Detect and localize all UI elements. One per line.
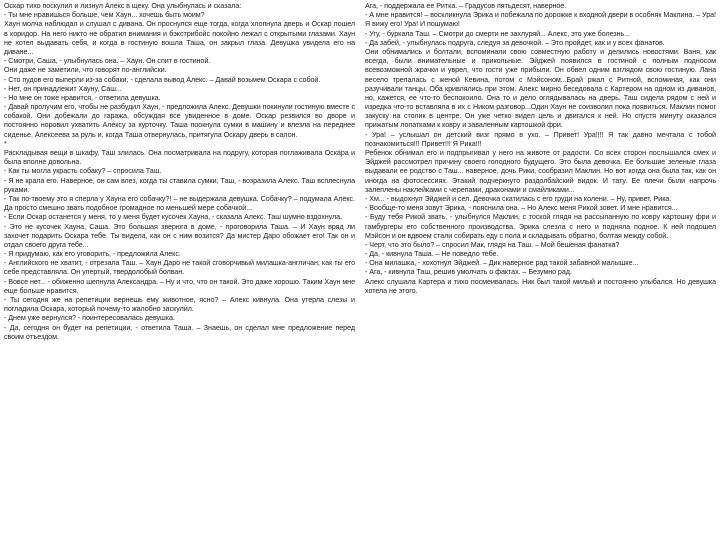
paragraph: - Ага, - кивнула Таш, решив умолчать о фактах. – Безумно рад. bbox=[365, 268, 572, 277]
right-text-column bbox=[365, 2, 716, 540]
paragraph: Раскладывая вещи в шкафу, Таш злилась. Она посматривала на подругу, которая поглаживала Оскара и была вполне довольна. bbox=[4, 149, 355, 167]
paragraph: - Но мне он тоже нравится, - ответила девушка. bbox=[4, 93, 161, 102]
paragraph: Оскар тихо поскулил и лизнул Алекс в щеку. Она улыбнулась и сказала: bbox=[4, 2, 242, 10]
paragraph: - Нет, он принадлежит Хауну, Саш... bbox=[4, 84, 122, 93]
paragraph: - Смотри, Саша, - улыбнулась она. – Хаун. Он спит в гостиной. bbox=[4, 57, 211, 66]
paragraph: - Вообще-то меня зовут Эрика, - пояснила она. – Но Алекс меня Рикой зовет. И мне нравится... bbox=[365, 204, 678, 213]
paragraph: - Днем уже вернулся? - поинтересовалась девушка. bbox=[4, 314, 175, 323]
paragraph: - Сто пудов его выперли из-за собаки, - сделала вывод Алекс. – Давай возьмем Оскара с собой. bbox=[4, 75, 321, 84]
paragraph: - Ты сегодня же на репетиции вернешь ему животное, ясно? – Алекс кивнула. Она утерла слезы и погладила Оскара, который почему-то жалобно заскулил. bbox=[4, 296, 355, 314]
paragraph: - А мне нравится! – воскликнула Эрика и побежала по дорожке к входной двери в особняк Маклина. – Ура! Я вижу его! Ура! И пошумаю! bbox=[365, 11, 716, 29]
paragraph: Ребенок обнимал его и подпрыгивал у него на животе от радости. Со всех сторон послышался смех и Эйджей рассмотрел причину своего голодного будущего. Это была девочка. Ее большие зеленые глаза выдавали ее родство с Таш... наверное, дочь Рики, сообразил Маклин. Но вот когда она была так, как он иногда на фотосессиях. Этакий подчеркнуто раздолбайский видок. И тату. Ее плечи были напрочь залеплены наклейками с черепами, драконами и смайликами... bbox=[365, 149, 716, 194]
paragraph: - Да, - кивнула Таша. – Не поведло тебе. bbox=[365, 250, 499, 259]
paragraph: - Английского не хватит, - отрезала Таш. – Хаун Даро не такой сговорчивый милашка-англичан, как ты его себе представляла. Он упертый, твердолобый болван. bbox=[4, 259, 355, 277]
paragraph: - Хм... - выдохнул Эйджей и сел. Девочка скатилась с его груди на колени. – Ну, привет, Рика. bbox=[365, 194, 672, 203]
paragraph: - Я не крала его. Наверное, он сам влез, когда ты ставила сумки, Таш, - возразила Алекс. Таш всплеснула руками. bbox=[4, 176, 355, 194]
paragraph: - Если Оскар останется у меня, то у меня будет кусочек Хауна, - сказала Алекс. Таш шумно вздохнула. bbox=[4, 213, 343, 222]
paragraph: - Давай пролучим его, чтобы не разбудил Хаун, - предложила Алекс. Девушки покинули гостиную вместе с собакой. Они добежали до гаража, обсуждая все увиденное в доме. Оскар резвился во дворе и постоянно норовил ухватить Алексу за курточку. Таша поокнула сумки в машину и влезла на переднее сиденье. Алексеева за руль и, когда Таша отвернулась, притягула Оскару дверь в салон. bbox=[4, 103, 355, 139]
paragraph: - Да забей, - улыбнулась подруга, следуя за девочкой. – Это пройдет, как и у всех фанатов. bbox=[365, 38, 665, 47]
paragraph: - Она милашка, - хохотнул Эйджей. – Дик наверное рад такой забавной малышке... bbox=[365, 259, 639, 268]
paragraph: - Угу, - буркала Таш. – Смотри до смерти не захлуряй... Алекс, это уже болезнь... bbox=[365, 29, 630, 38]
paragraph: - Я придумаю, как его уговорить, - предложила Алекс. bbox=[4, 250, 181, 259]
paragraph: - Это не кусочек Хауна, Саша. Это большая зверюга в доме, - проговорила Таша. – И Хаун вряд ли захочет подарить Оскара тебе. Ты видела, как он с ним возится? Да мистер Даро обожает его! Так он и отдал своего друга тебе... bbox=[4, 222, 355, 249]
paragraph: - Буду тебя Рикой звать, - улыбнулся Маклин, с тоской глядя на рассыпанную по ковру картошку фри и гамбургеры его собственного производства. Эрика слезла с него и подняла подное. К ней подошел Мэйсон и он вдвоем стали собирать еду с пола и складывать обратно, болтая между собой. bbox=[365, 213, 716, 240]
paragraph: * bbox=[4, 139, 7, 148]
paragraph: - Ты мне нравишься больше, чем Хаун... хочешь быть моим? bbox=[4, 11, 205, 20]
paragraph: Алекс слушала Картера и тихо посмеивалась. Ник был такой милый и постоянно улыбался. Но девушка хотела не этого. bbox=[365, 277, 716, 295]
left-text-column bbox=[4, 2, 355, 540]
paragraph: - Черт, что это было? – спросил Мак, глядя на Таш. – Мой бешеная фанатка? bbox=[365, 240, 620, 249]
paragraph: Они даже не заметили, что говорят по-английски. bbox=[4, 66, 167, 75]
paragraph: - Так по-твоему это я сперла у Хауна его собачку?! – не выдержала девушка. Собачку? – подумала Алекс. Да просто смешно звать подобное громадное по меньшей мере собачкой... bbox=[4, 194, 355, 213]
paragraph: - Как ты могла украсть собаку? – спросила Таш. bbox=[4, 167, 162, 176]
paragraph: - Вовсе нет... - обиженно шепнула Александра. – Ну и что, что он такой. Это даже хорошо. Таким Хаун мне еще больше нравится. bbox=[4, 277, 355, 295]
paragraph: - Ура! – услышал он детский визг прямо в ухо. – Привет! Ура!!!! Я так давно мечтала с тобой познакомиться!!! Привет!!! Я Рика!!! bbox=[365, 130, 716, 148]
paragraph: Хаун молча наблюдал и слушал с дивана. Он проснулся еще тогда, когда хлопнула дверь и Оскар пошел в коридор. На него никто не обратил внимания и бэкстрибойс покойно лежал с открытыми глазами. Хаун не хотел выдавать себя, и когда в гостиную вошла Таша, он закрыл глаза. Девушка увидела его на диване... bbox=[4, 20, 355, 56]
paragraph: - Да, сегодня он будет на репетиции, - ответила Таша. – Знаешь, он сделал мне предложение перед своим отъездом. bbox=[4, 323, 355, 341]
paragraph: Они обнимались и болтали, вспоминали свою совместную работу и делились новостями. Ваня, как всегда, были внимательные и прикольные. Эйджей появился в гостиной с полным подносом всевозможной жрачки и уврел, что гости уже прибыли. Он обвел одним взглядом свою гостиную. Лана весело трепалась с женой Кевина, потом с Мэйсоном...Брай ржал с Ритной, вспоминая, как они разучивали танцы. Оба кривлялись при этом. Алекс мирно беседовала с Картером на одном из диванов, но, кажется, ее что-то беспокоило. Она то и дело оглядывалась на дверь. Таш сидела рядом с ней и изредка что-то вставляла в их с Ником разговор...Один Хаун не соизволил пока появиться. Маклин помог закуску на столик в центре. Он уже четко видел цель и двигался к ней. Но спустя минуту оказался прижатым лопатками к ковру и заваленным картошкой фри. bbox=[365, 47, 716, 130]
paragraph: Ага, - поддержала ее Ритка. – Градусов пятьдесят, наверное. bbox=[365, 2, 567, 10]
